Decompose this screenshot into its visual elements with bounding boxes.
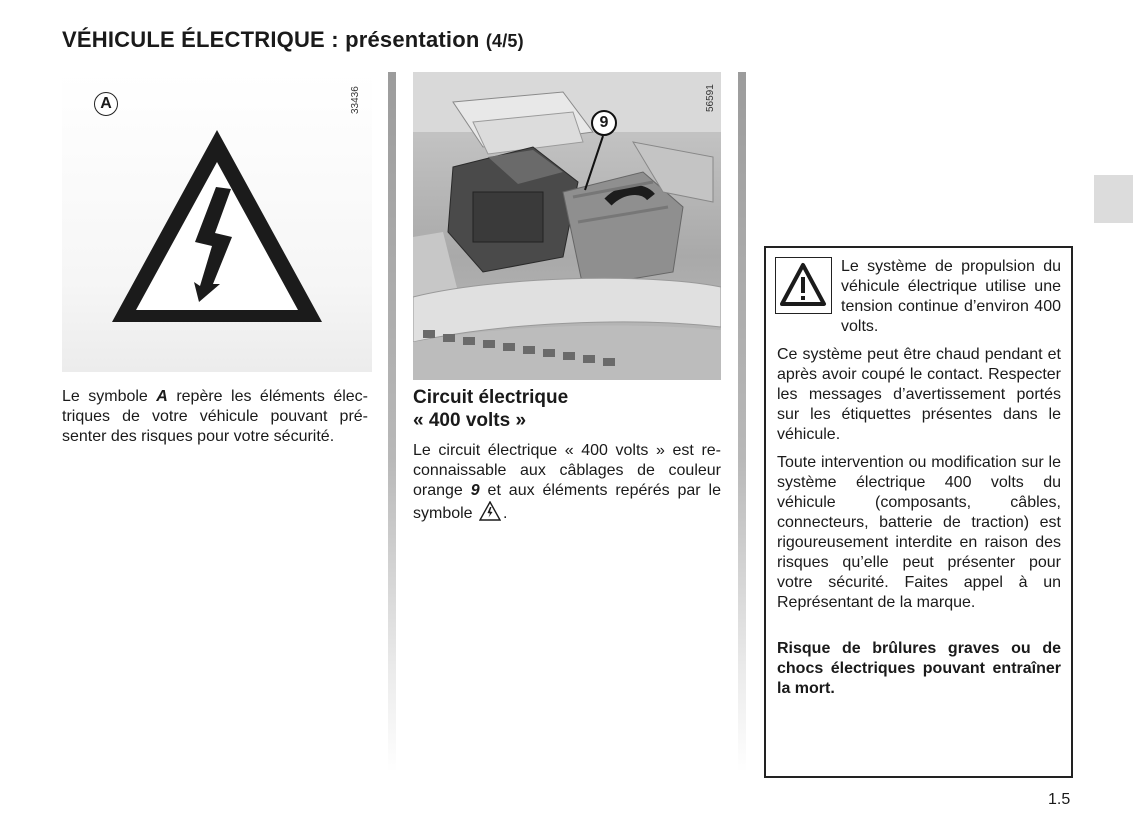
engine-bay-photo xyxy=(413,72,721,380)
page-title-suffix: (4/5) xyxy=(485,31,524,51)
warning-paragraph-intervention: Toute intervention ou modification sur le système électrique 400 volts du véhicule (composants, câbles, connecteurs, batterie de traction) est rigoureusement interdite en raison des risques qu’elle peut présenter pour votre sécurité. Faites appel à un Représentant de la marque. xyxy=(777,454,1061,611)
cable-reference-9: 9 xyxy=(470,482,480,499)
warning-exclamation-icon xyxy=(775,257,832,314)
warning-paragraph-voltage: Le système de propulsion du véhicule électrique utilise une tension continue d’environ 400 volts. xyxy=(841,258,1061,335)
symbol-a-description-text: Le symbole xyxy=(62,388,157,405)
warning-box xyxy=(764,246,1073,778)
chapter-side-tab xyxy=(1094,175,1133,223)
symbol-a-description xyxy=(62,387,368,447)
figure-reference-number: 33436 xyxy=(350,86,361,114)
high-voltage-warning-icon xyxy=(479,501,501,521)
warning-paragraph-risk: Risque de brûlures graves ou de chocs électriques pouvant entraîner la mort. xyxy=(777,640,1061,697)
symbol-a-reference: A xyxy=(156,388,168,405)
callout-orange-cable-9: 9 xyxy=(591,110,617,136)
engine-bay-illustration xyxy=(413,72,721,380)
circuit-description-text-end: . xyxy=(503,505,508,522)
circuit-description-text-2: et aux éléments repérés par le symbole xyxy=(413,482,722,522)
column-separator-right xyxy=(738,72,746,772)
page-title-text: VÉHICULE ÉLECTRIQUE : présentation xyxy=(62,27,480,52)
circuit-400v-description xyxy=(413,441,721,524)
high-voltage-warning-triangle-icon xyxy=(104,124,330,330)
section-heading-line-1: Circuit électrique xyxy=(413,387,569,408)
page-number: 1.5 xyxy=(1048,791,1071,808)
page-title xyxy=(62,27,524,53)
warning-paragraph-heat: Ce système peut être chaud pendant et après avoir coupé le contact. Respecter les messages d’avertissement portés sur les étiquettes présentes dans le véhicule. xyxy=(777,346,1061,443)
symbol-a-description-text-2: repère les éléments électriques de votre véhicule pouvant présenter des risques pour votre sécurité. xyxy=(62,388,368,445)
figure-label-a: A xyxy=(94,92,118,116)
column-separator-left xyxy=(388,72,396,772)
section-heading-line-2: « 400 volts » xyxy=(413,410,527,431)
circuit-description-text-1: Le circuit électrique « 400 volts » est reconnaissable aux câblages de couleur orange xyxy=(413,442,721,499)
photo-reference-number: 56591 xyxy=(705,84,716,112)
figure-a-high-voltage-symbol xyxy=(62,72,372,372)
section-heading-400-volts xyxy=(413,386,723,432)
